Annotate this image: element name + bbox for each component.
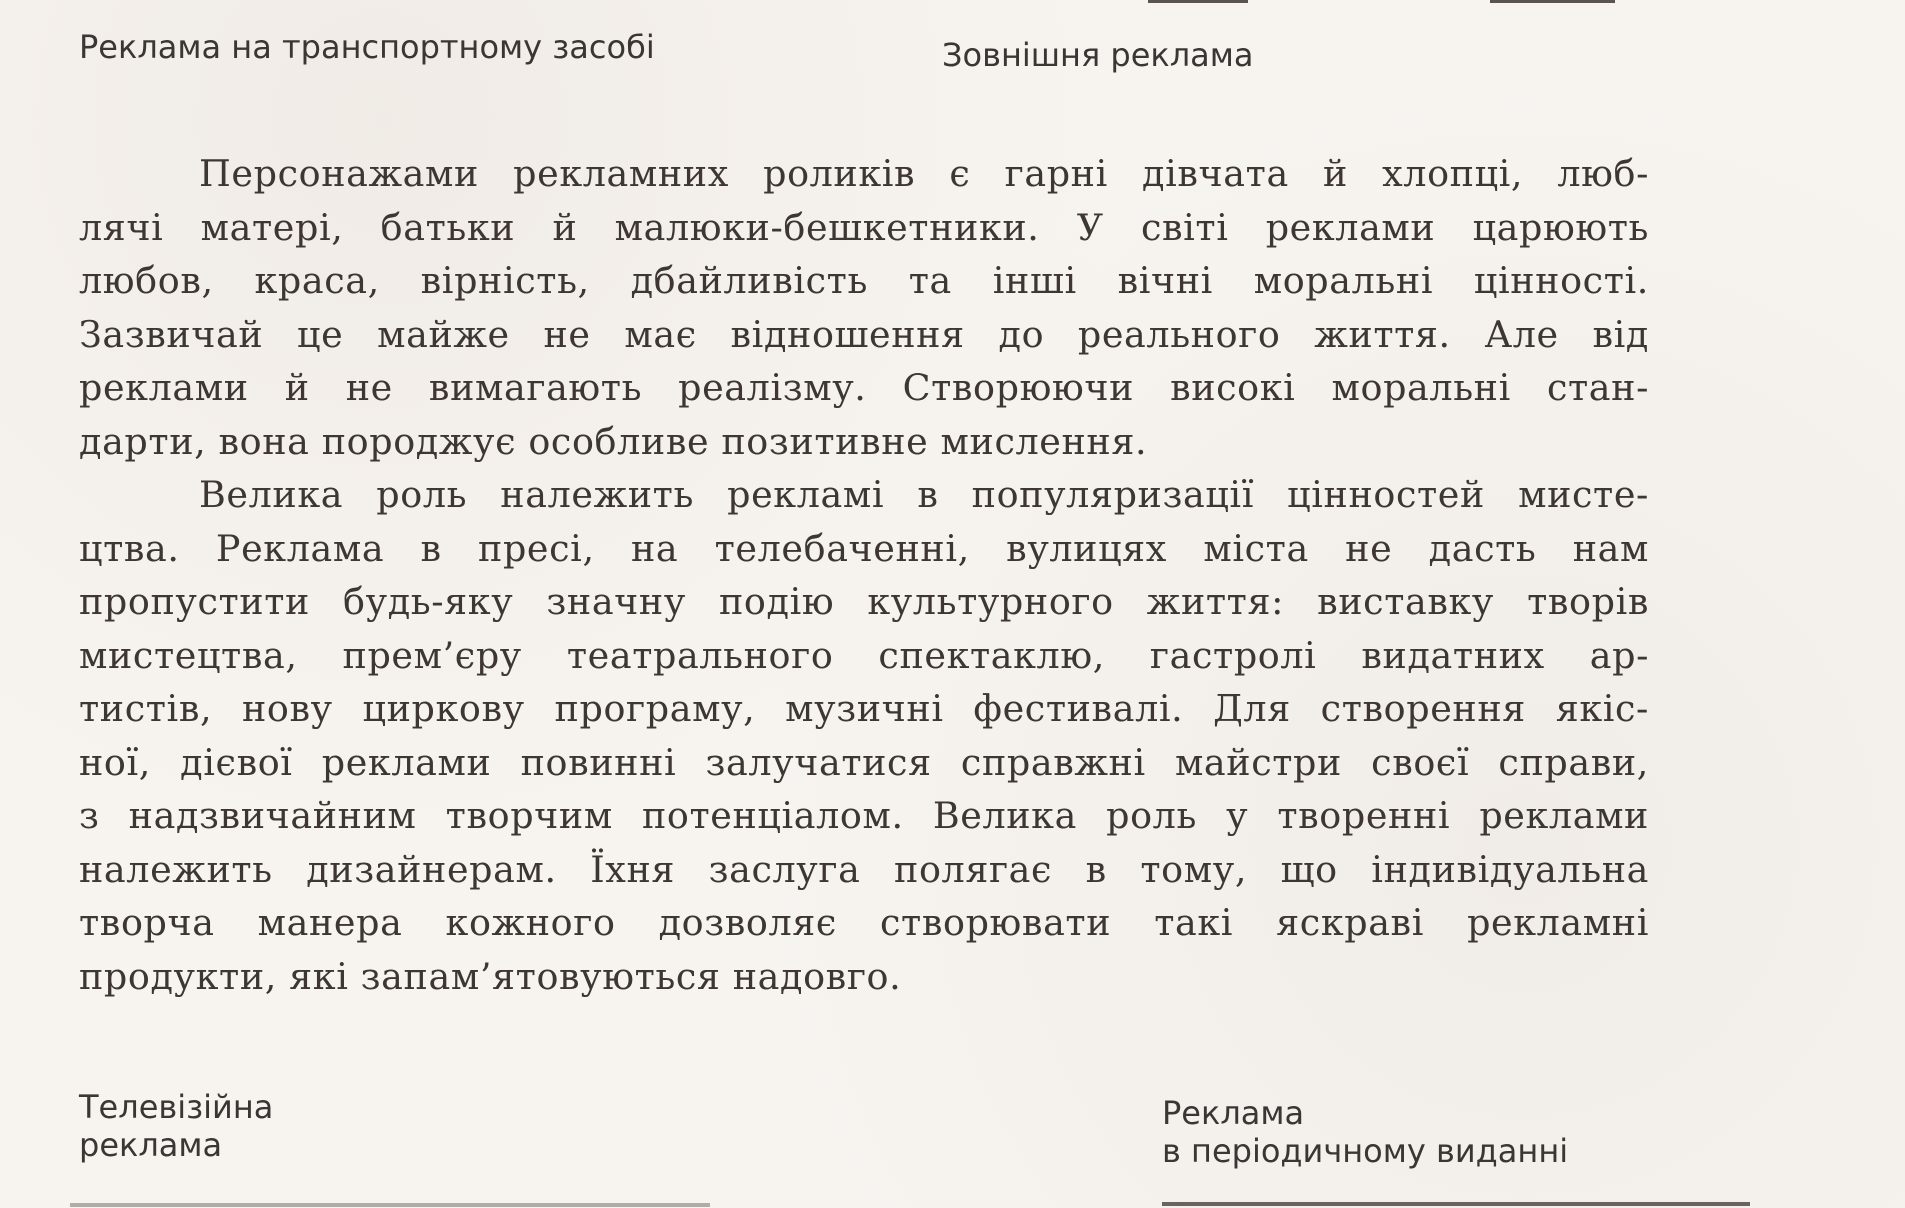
text-line: Велика роль належить рекламі в популяризації цінностей мисте- bbox=[199, 473, 1649, 516]
text-line: ної, дієвої реклами повинні залучатися справжні майстри своєї справи, bbox=[79, 740, 1649, 784]
top-rule-right bbox=[1490, 0, 1615, 3]
text-line: реклами й не вимагають реалізму. Створюючи високі моральні стан- bbox=[79, 366, 1649, 409]
bottom-rule-left bbox=[70, 1203, 710, 1207]
bottom-rule-right bbox=[1162, 1202, 1750, 1206]
label-tv-advertising bbox=[79, 1088, 273, 1164]
text-line: дарти, вона породжує особливе позитивне мислення. bbox=[79, 419, 1148, 463]
text-line: творча манера кожного дозволяє створювати такі яскраві рекламні bbox=[79, 901, 1649, 944]
text-line: Персонажами рекламних роликів є гарні дівчата й хлопці, люб- bbox=[199, 152, 1649, 195]
label-outdoor-advertising: Зовнішня реклама bbox=[942, 36, 1254, 74]
label-periodical-line-2: в періодичному виданні bbox=[1162, 1132, 1569, 1170]
text-line: Зазвичай це майже не має відношення до реального життя. Але від bbox=[79, 312, 1649, 356]
text-line: цтва. Реклама в пресі, на телебаченні, вулицях міста не дасть нам bbox=[79, 526, 1649, 570]
text-line: продукти, які запам’ятовуються надовго. bbox=[79, 954, 902, 998]
text-line: любов, краса, вірність, дбайливість та інші вічні моральні цінності. bbox=[79, 259, 1649, 302]
body-text bbox=[79, 147, 1649, 1003]
paragraph-art-popularization bbox=[79, 468, 1649, 1003]
top-rule-left bbox=[1148, 0, 1248, 3]
text-line: належить дизайнерам. Їхня заслуга полягає в тому, що індивідуальна bbox=[79, 847, 1649, 891]
paragraph-characters bbox=[79, 147, 1649, 468]
text-line: мистецтва, прем’єру театрального спектаклю, гастролі видатних ар- bbox=[79, 633, 1649, 677]
label-periodical-advertising bbox=[1162, 1094, 1568, 1170]
text-line: тистів, нову циркову програму, музичні фестивалі. Для створення якіс- bbox=[79, 687, 1649, 730]
label-tv-line-2: реклама bbox=[79, 1126, 223, 1164]
label-transport-advertising: Реклама на транспортному засобі bbox=[79, 28, 655, 66]
label-periodical-line-1: Реклама bbox=[1162, 1094, 1305, 1132]
text-line: пропустити будь-яку значну подію культурного життя: виставку творів bbox=[79, 580, 1649, 623]
label-tv-line-1: Телевізійна bbox=[79, 1088, 274, 1126]
text-line: з надзвичайним творчим потенціалом. Велика роль у творенні реклами bbox=[79, 794, 1649, 837]
text-line: лячі матері, батьки й малюки-бешкетники. У світі реклами царюють bbox=[79, 205, 1649, 249]
